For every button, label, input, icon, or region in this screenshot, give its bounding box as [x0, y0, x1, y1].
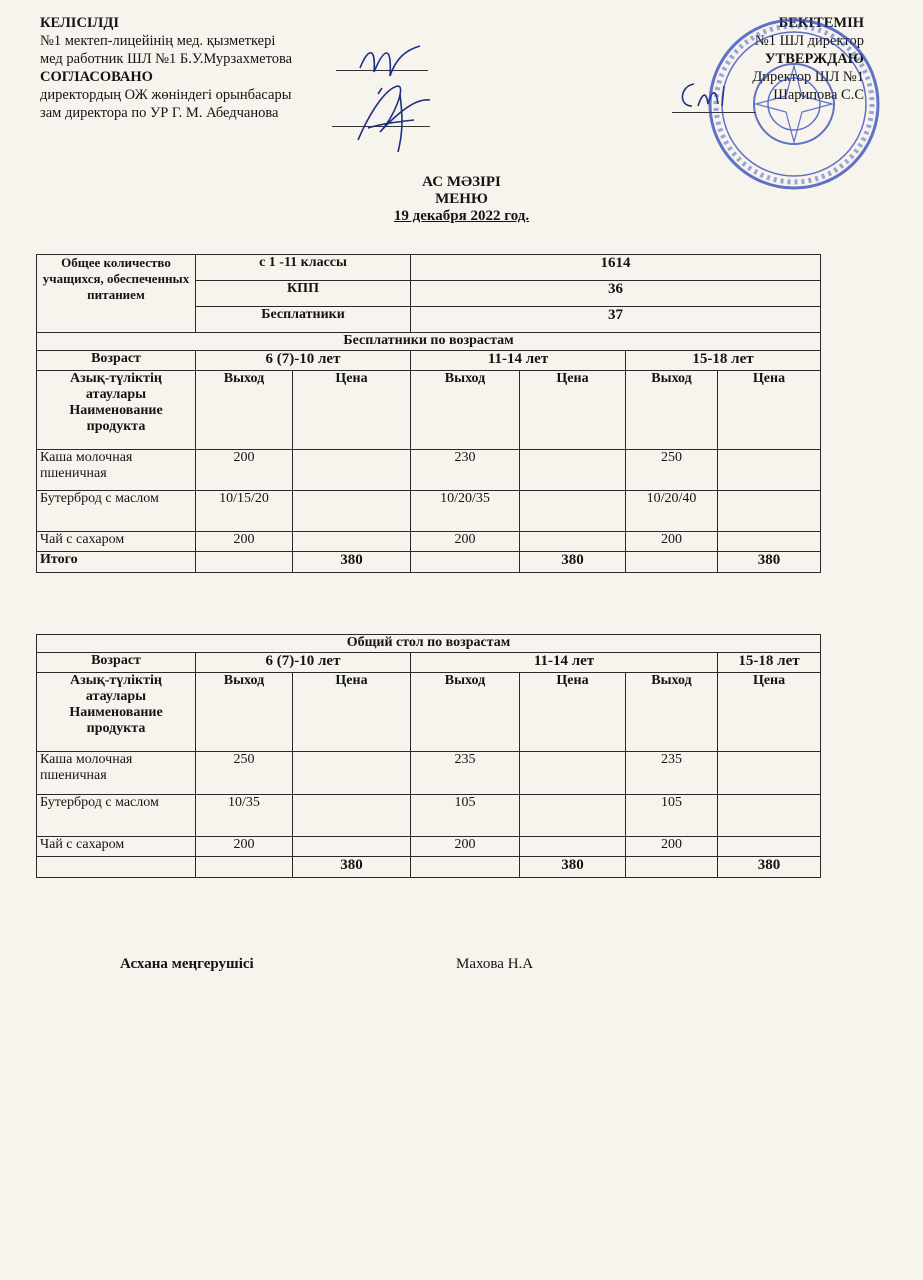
table-row: [37, 752, 821, 795]
product-name: Каша молочная пшеничная: [37, 752, 196, 795]
output-header: Выход: [626, 673, 718, 752]
product-header: Азық-түліктің атаулары Наименование продукта: [37, 673, 196, 752]
summary-row-value: 37: [411, 307, 821, 333]
price-cell: [293, 532, 411, 552]
price-cell: [293, 752, 411, 795]
price-cell: [293, 837, 411, 857]
product-name: Каша молочная пшеничная: [37, 450, 196, 491]
output-value: 10/15/20: [196, 491, 293, 532]
total-label: Итого: [37, 552, 196, 573]
output-value: 105: [411, 795, 520, 837]
output-value: 10/35: [196, 795, 293, 837]
price-cell: [718, 450, 821, 491]
title-kz: АС МӘЗІРІ: [422, 174, 501, 190]
table-row: [37, 491, 821, 532]
total-value: 380: [718, 857, 821, 878]
price-header: Цена: [718, 371, 821, 450]
output-value: 250: [196, 752, 293, 795]
table-row: [37, 837, 821, 857]
table-row: [37, 450, 821, 491]
agreed-title: СОГЛАСОВАНО: [40, 69, 153, 85]
output-header: Выход: [196, 673, 293, 752]
output-value: 200: [196, 450, 293, 491]
summary-row-name: Бесплатники: [196, 307, 411, 333]
deputy-position: директордың ОЖ жөніндегі орынбасары: [40, 87, 292, 103]
summary-label: Общее количество учащихся, обеспеченных питанием: [37, 255, 196, 333]
table-row: [37, 532, 821, 552]
deputy-name: зам директора по УР Г. М. Абедчанова: [40, 105, 279, 121]
table-row: [37, 795, 821, 837]
approve-title-ru: УТВЕРЖДАЮ: [764, 51, 864, 67]
free-meals-table: [36, 254, 821, 573]
empty-cell: [626, 857, 718, 878]
product-header: Азық-түліктің атаулары Наименование продукта: [37, 371, 196, 450]
total-value: 380: [293, 552, 411, 573]
age-label: Возраст: [37, 351, 196, 371]
header-left: [40, 14, 380, 122]
total-value: 380: [293, 857, 411, 878]
output-value: 200: [411, 837, 520, 857]
output-value: 230: [411, 450, 520, 491]
output-header: Выход: [411, 371, 520, 450]
summary-row-value: 1614: [411, 255, 821, 281]
output-value: 235: [411, 752, 520, 795]
output-value: 10/20/40: [626, 491, 718, 532]
product-name: Бутерброд с маслом: [37, 491, 196, 532]
price-cell: [520, 491, 626, 532]
price-cell: [520, 752, 626, 795]
title-block: [0, 174, 923, 225]
total-row: [37, 857, 821, 878]
price-cell: [293, 491, 411, 532]
total-row: [37, 552, 821, 573]
total-value: 380: [520, 857, 626, 878]
price-cell: [718, 795, 821, 837]
medic-position: №1 мектеп-лицейінің мед. қызметкері: [40, 33, 276, 49]
price-header: Цена: [293, 673, 411, 752]
age-group: 11-14 лет: [411, 653, 718, 673]
general-table-title: Общий стол по возрастам: [37, 635, 821, 653]
empty-cell: [626, 552, 718, 573]
output-value: 235: [626, 752, 718, 795]
age-group: 15-18 лет: [626, 351, 821, 371]
summary-row-name: КПП: [196, 281, 411, 307]
age-group: 6 (7)-10 лет: [196, 653, 411, 673]
price-cell: [293, 795, 411, 837]
price-header: Цена: [293, 371, 411, 450]
price-cell: [718, 491, 821, 532]
empty-cell: [411, 857, 520, 878]
price-header: Цена: [718, 673, 821, 752]
empty-cell: [196, 552, 293, 573]
price-cell: [520, 795, 626, 837]
output-value: 200: [411, 532, 520, 552]
price-cell: [520, 837, 626, 857]
total-value: 380: [520, 552, 626, 573]
title-ru: МЕНЮ: [435, 191, 488, 207]
summary-row-value: 36: [411, 281, 821, 307]
age-group: 15-18 лет: [718, 653, 821, 673]
menu-date: 19 декабря 2022 год.: [393, 208, 530, 224]
empty-cell: [196, 857, 293, 878]
output-header: Выход: [411, 673, 520, 752]
output-header: Выход: [196, 371, 293, 450]
empty-cell: [37, 857, 196, 878]
approve-title-kz: БЕКІТЕМІН: [778, 15, 864, 31]
empty-cell: [411, 552, 520, 573]
price-header: Цена: [520, 371, 626, 450]
output-value: 200: [626, 532, 718, 552]
general-table: [36, 634, 821, 878]
output-value: 10/20/35: [411, 491, 520, 532]
footer-name: Махова Н.А: [456, 956, 534, 972]
price-cell: [718, 752, 821, 795]
handwritten-signatures: [340, 28, 440, 158]
price-cell: [520, 532, 626, 552]
total-value: 380: [718, 552, 821, 573]
output-value: 200: [626, 837, 718, 857]
product-name: Чай с сахаром: [37, 837, 196, 857]
director-position-kz: №1 ШЛ директор: [754, 33, 864, 49]
output-header: Выход: [626, 371, 718, 450]
price-cell: [520, 450, 626, 491]
output-value: 105: [626, 795, 718, 837]
age-label: Возраст: [37, 653, 196, 673]
price-cell: [293, 450, 411, 491]
official-stamp: [706, 16, 882, 192]
director-position-ru: Директор ШЛ №1: [752, 69, 864, 85]
price-cell: [718, 837, 821, 857]
agree-title: КЕЛІСІЛДІ: [40, 15, 119, 31]
medic-name: мед работник ШЛ №1 Б.У.Мурзахметова: [40, 51, 293, 67]
product-name: Чай с сахаром: [37, 532, 196, 552]
output-value: 250: [626, 450, 718, 491]
age-group: 11-14 лет: [411, 351, 626, 371]
free-table-title: Бесплатники по возрастам: [37, 333, 821, 351]
director-name: Шарипова С.С: [773, 87, 864, 103]
price-cell: [718, 532, 821, 552]
summary-row-name: с 1 -11 классы: [196, 255, 411, 281]
output-value: 200: [196, 837, 293, 857]
footer-role: Асхана меңгерушісі: [120, 956, 254, 972]
age-group: 6 (7)-10 лет: [196, 351, 411, 371]
output-value: 200: [196, 532, 293, 552]
product-name: Бутерброд с маслом: [37, 795, 196, 837]
price-header: Цена: [520, 673, 626, 752]
